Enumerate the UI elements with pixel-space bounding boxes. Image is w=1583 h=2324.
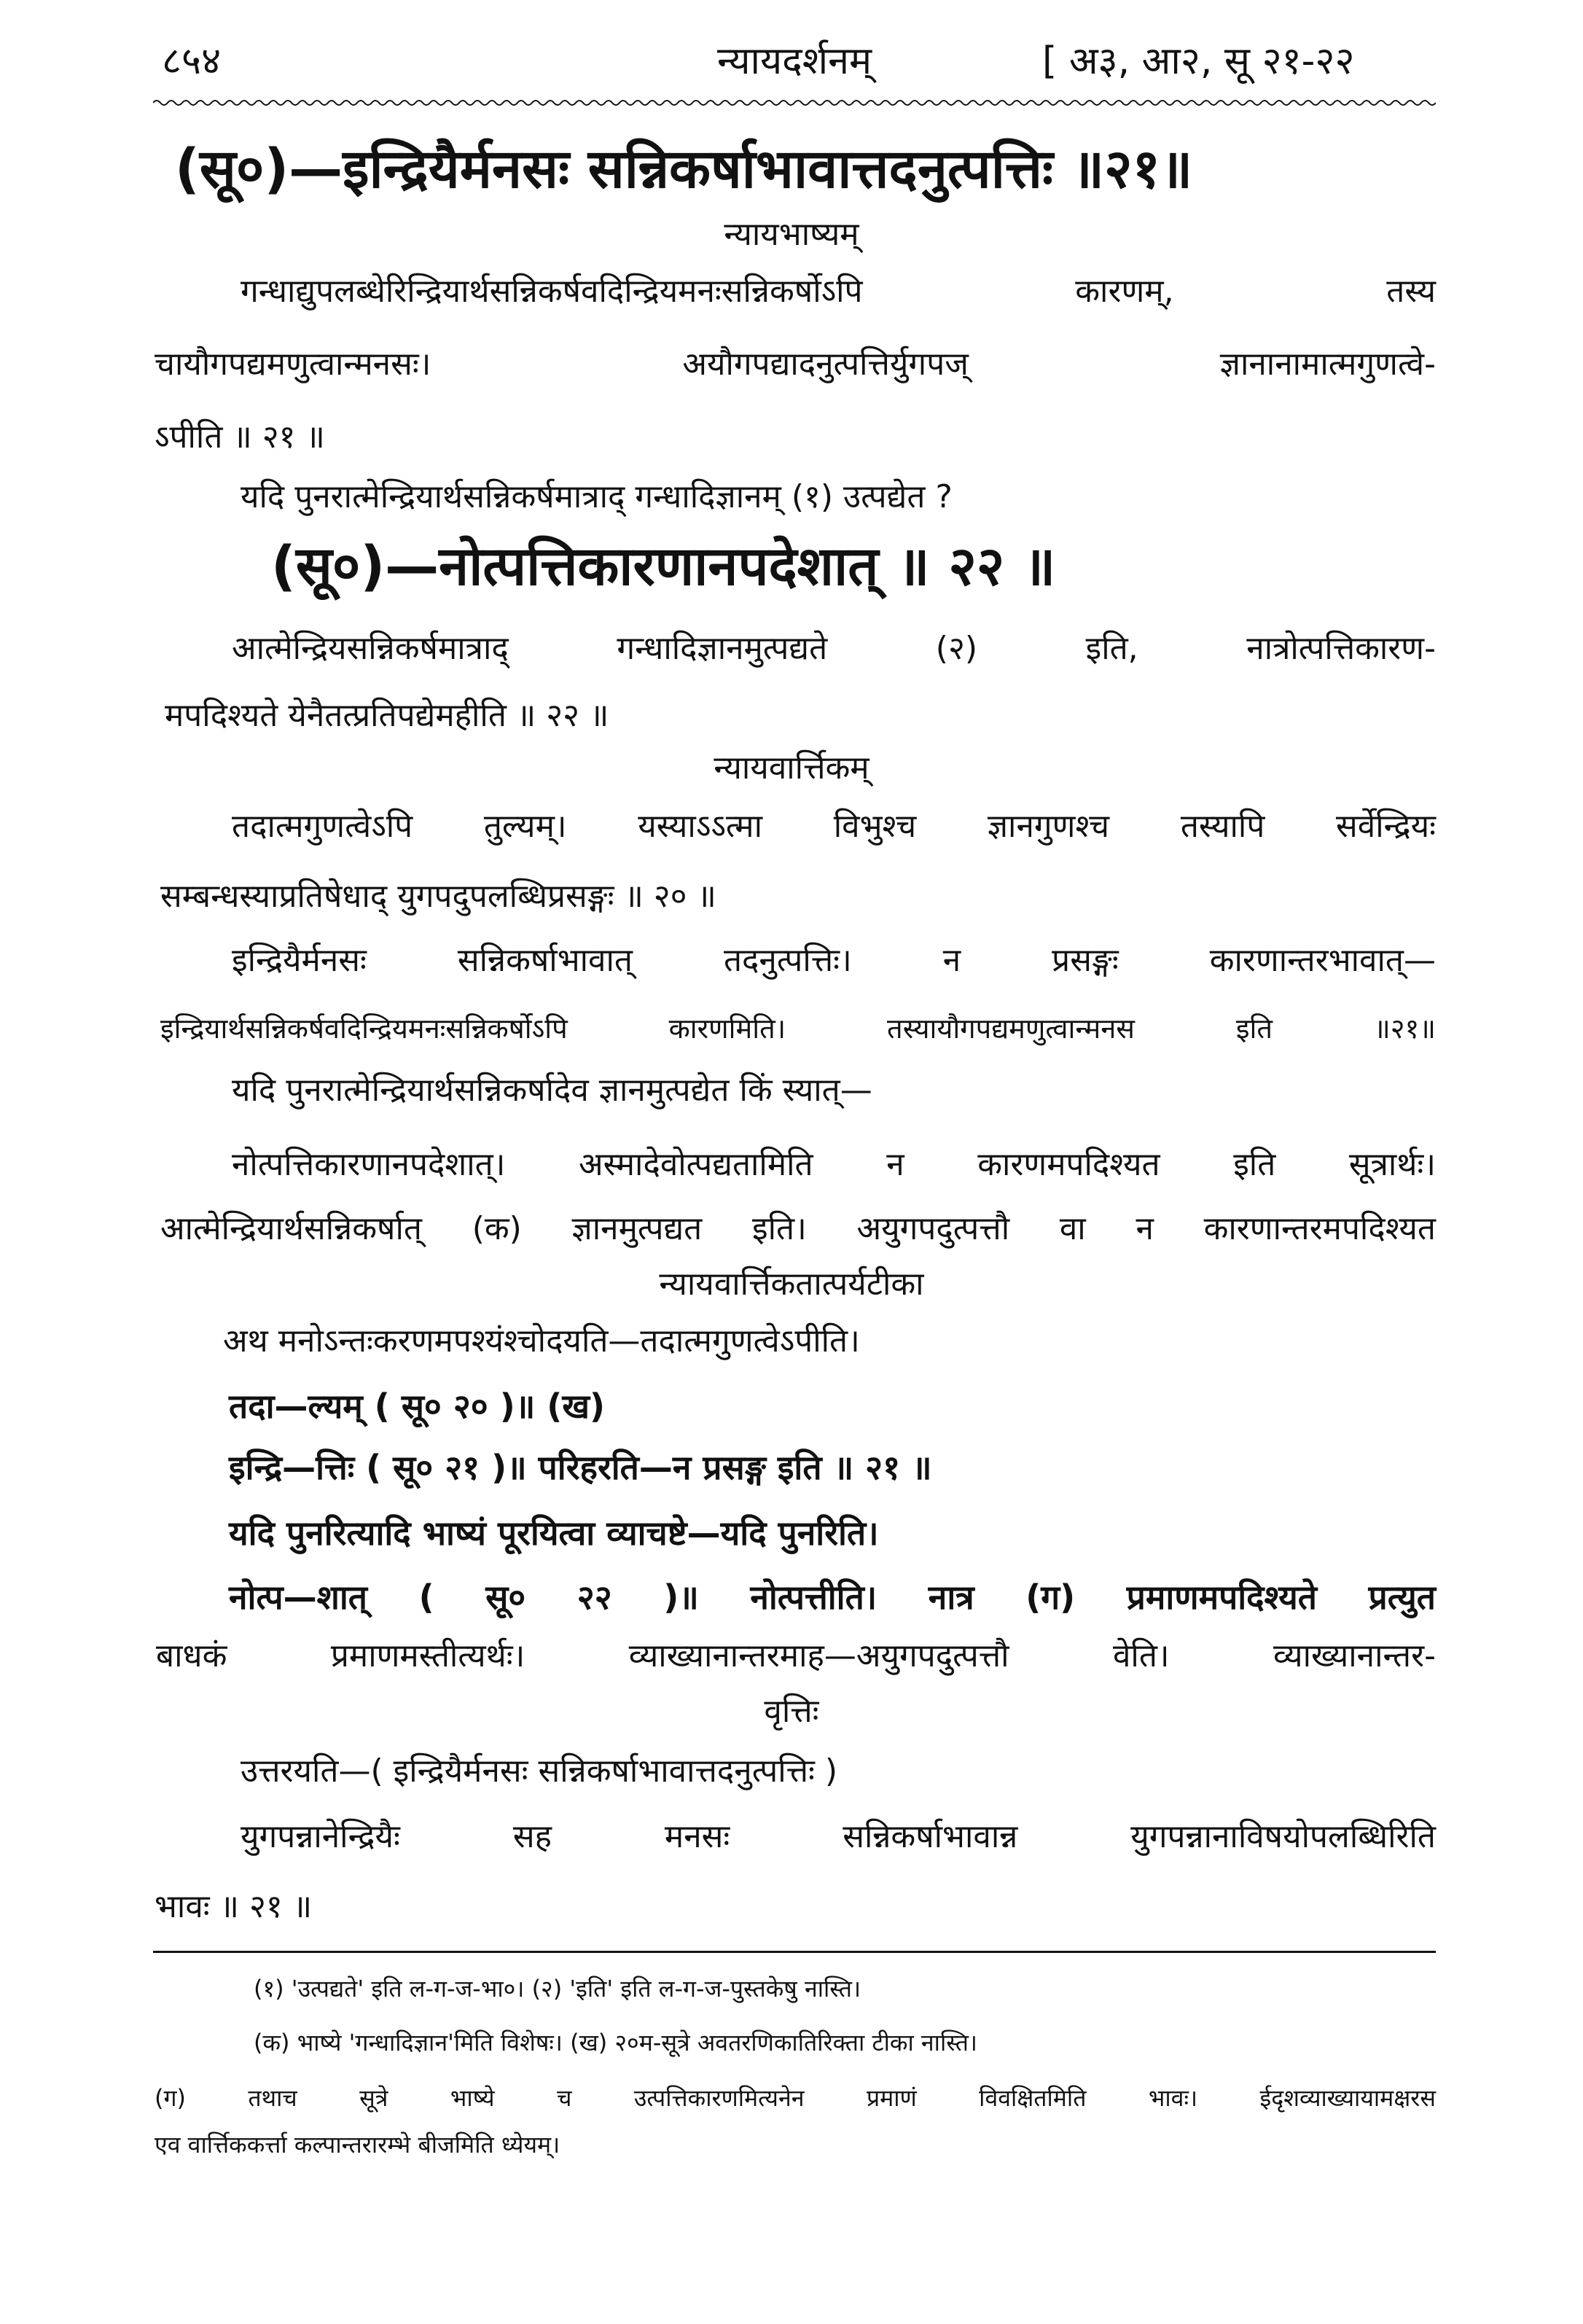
running-reference: [ अ३, आ२, सू २१-२२: [1042, 39, 1355, 83]
bhashya-line: ऽपीति ॥ २१ ॥: [155, 418, 325, 456]
vartika-line: इन्द्रियार्थसन्निकर्षवदिन्द्रियमनःसन्निकर्षोऽपि कारणमिति। तस्यायौगपद्यमणुत्वान्मनस इति ॥२१॥: [160, 1013, 1436, 1045]
bhashya-heading: न्यायभाष्यम्: [724, 216, 859, 253]
vartika-line: यदि पुनरात्मेन्द्रियार्थसन्निकर्षादेव ज्ञानमुत्पद्येत किं स्यात्—: [232, 1072, 872, 1109]
bhashya-line: मपदिश्यते येनैतत्प्रतिपद्येमहीति ॥ २२ ॥: [165, 697, 609, 734]
bhashya-line: गन्धाद्युपलब्धेरिन्द्रियार्थसन्निकर्षवदिन्द्रियमनःसन्निकर्षोऽपि कारणम्, तस्य: [241, 273, 1436, 310]
bhashya-line: चायौगपद्यमणुत्वान्मनसः। अयौगपद्यादनुत्पत्तिर्युगपज् ज्ञानानामात्मगुणत्वे-: [155, 346, 1436, 383]
tika-heading: न्यायवार्त्तिकतात्पर्यटीका: [659, 1266, 924, 1303]
sutra-21: (सू०)—इन्द्रियैर्मनसः सन्निकर्षाभावात्तदनुत्पत्तिः ॥२१॥: [175, 138, 1193, 200]
footnote-line: (क) भाष्ये 'गन्धादिज्ञान'मिति विशेषः। (ख) २०म-सूत्रे अवतरणिकातिरिक्ता टीका नास्ति।: [254, 2029, 978, 2056]
vartika-line: आत्मेन्द्रियार्थसन्निकर्षात् (क) ज्ञानमुत्पद्यत इति। अयुगपदुत्पत्तौ वा न कारणान्तरमपदिश्यत: [160, 1210, 1436, 1247]
tika-line: अथ मनोऽन्तःकरणमपश्यंश्चोदयति—तदात्मगुणत्वेऽपीति।: [223, 1322, 860, 1360]
vritti-heading: वृत्तिः: [764, 1693, 819, 1730]
footnote-divider: [153, 1951, 1436, 1953]
tika-line: नोत्प—शात् ( सू० २२ )॥ नोत्पत्तीति। नात्र (ग) प्रमाणमपदिश्यते प्रत्युत: [229, 1578, 1436, 1617]
vartika-line: तदात्मगुणत्वेऽपि तुल्यम्। यस्याऽऽत्मा विभुश्च ज्ञानगुणश्च तस्यापि सर्वेन्द्रियः: [232, 808, 1436, 845]
tika-line: तदा—ल्यम् ( सू० २० )॥ (ख): [229, 1387, 605, 1426]
header-wavy-rule: [153, 98, 1436, 108]
footnote-line: एव वार्त्तिककर्त्ता कल्पान्तरारम्भे बीजमिति ध्येयम्।: [155, 2131, 560, 2159]
tika-line: बाधकं प्रमाणमस्तीत्यर्थः। व्याख्यानान्तरमाह—अयुगपदुत्पत्तौ वेति। व्याख्यानान्तर-: [156, 1637, 1436, 1674]
vartika-line: नोत्पत्तिकारणानपदेशात्। अस्मादेवोत्पद्यतामिति न कारणमपदिश्यत इति सूत्रार्थः।: [232, 1146, 1436, 1183]
bhashya-line: यदि पुनरात्मेन्द्रियार्थसन्निकर्षमात्राद् गन्धादिज्ञानम् (१) उत्पद्येत ?: [241, 478, 953, 515]
page-number: ८५४: [162, 39, 222, 83]
vritti-line: युगपन्नानेन्द्रियैः सह मनसः सन्निकर्षाभावान्न युगपन्नानाविषयोपलब्धिरिति: [241, 1818, 1436, 1855]
vritti-line: उत्तरयति—( इन्द्रियैर्मनसः सन्निकर्षाभावात्तदनुत्पत्तिः ): [241, 1752, 838, 1790]
vartika-line: इन्द्रियैर्मनसः सन्निकर्षाभावात् तदनुत्पत्तिः। न प्रसङ्गः कारणान्तरभावात्—: [232, 942, 1436, 979]
vartika-line: सम्बन्धस्याप्रतिषेधाद् युगपदुपलब्धिप्रसङ्गः ॥ २० ॥: [160, 878, 716, 915]
vritti-line: भावः ॥ २१ ॥: [155, 1888, 313, 1925]
sutra-22: (सू०)—नोत्पत्तिकारणानपदेशात् ॥ २२ ॥: [271, 535, 1056, 598]
tika-line: इन्द्रि—त्तिः ( सू० २१ )॥ परिहरति—न प्रसङ्ग इति ॥ २१ ॥: [229, 1448, 932, 1487]
running-title: न्यायदर्शनम्: [717, 39, 872, 83]
footnote-line: (१) 'उत्पद्यते' इति ल-ग-ज-भा०। (२) 'इति' इति ल-ग-ज-पुस्तकेषु नास्ति।: [254, 1975, 861, 2003]
tika-line: यदि पुनरित्यादि भाष्यं पूरयित्वा व्याचष्टे—यदि पुनरिति।: [229, 1513, 879, 1553]
footnote-line: (ग) तथाच सूत्रे भाष्ये च उत्पत्तिकारणमित्यनेन प्रमाणं विवक्षितमिति भावः। ईदृशव्याख्यायामक्षरस: [155, 2084, 1436, 2112]
vartika-heading: न्यायवार्त्तिकम्: [714, 749, 869, 787]
bhashya-line: आत्मेन्द्रियसन्निकर्षमात्राद् गन्धादिज्ञानमुत्पद्यते (२) इति, नात्रोत्पत्तिकारण-: [232, 630, 1436, 667]
